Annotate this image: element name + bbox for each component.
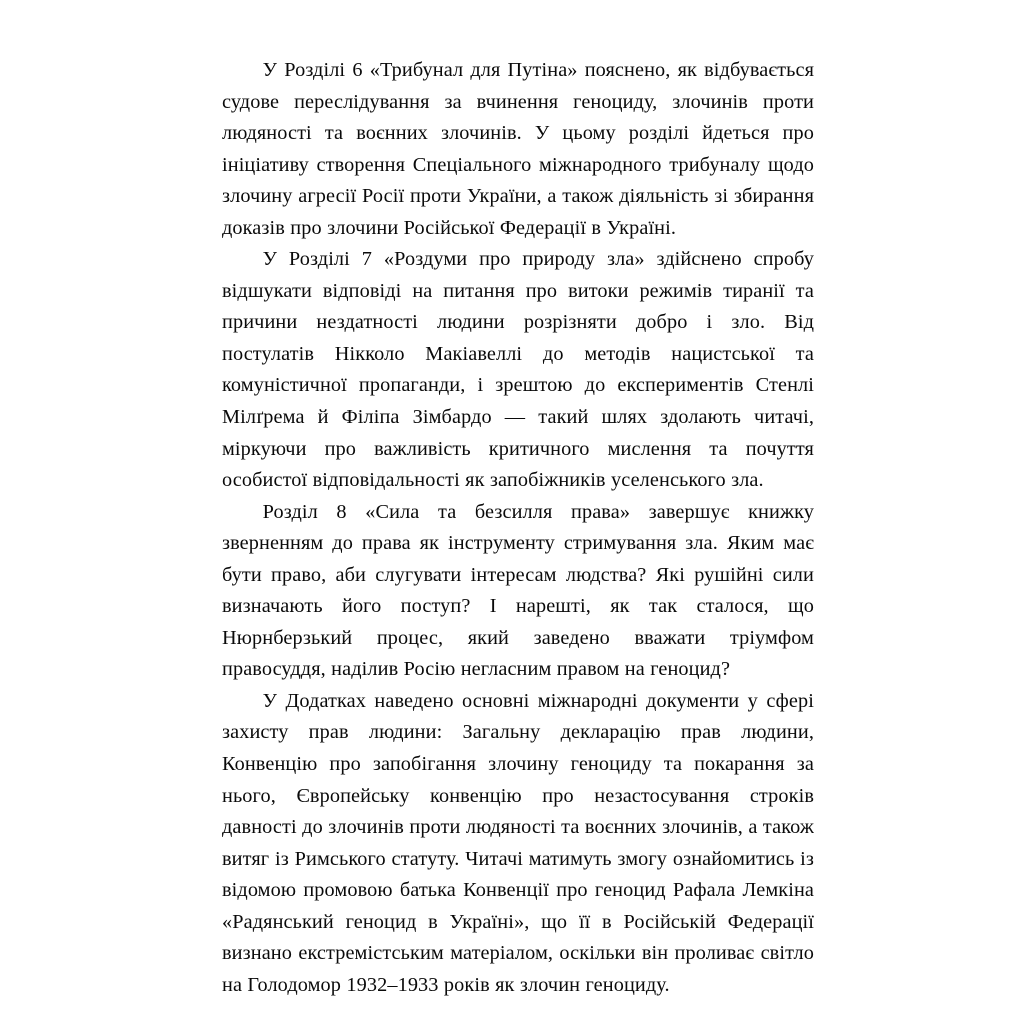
paragraph: У Розділі 7 «Роздуми про природу зла» здійснено спробу відшукати відповіді на питання про витоки режимів тиранії та причини нездатності людини розрізняти добро і зло. Від постулатів Нікколо Макіавеллі до методів нацистської та комуністичної пропаганди, і зрештою до експериментів Стенлі Мілґрема й Філіпа Зімбардо — такий шлях здолають читачі, міркуючи про важливість критичного мислення та почуття особистої відповідальності як запобіжників уселенського зла. xyxy=(222,248,814,492)
paragraph: Розділ 8 «Сила та безсилля права» завершує книжку зверненням до права як інструменту стримування зла. Яким має бути право, аби слугувати інтересам людства? Які рушійні сили визначають його поступ? І нарешті, як так сталося, що Нюрнберзький процес, який заведено вважати тріумфом правосуддя, наділив Росію негласним правом на геноцид? xyxy=(222,500,814,681)
paragraph: У Додатках наведено основні міжнародні документи у сфері захисту прав людини: Загальну декларацію прав людини, Конвенцію про запобігання злочину геноциду та покарання за нього, Європейську конвенцію про незастосування строків давності до злочинів проти людяності та воєнних злочинів, а також витяг із Римського статуту. Читачі матимуть змогу ознайомитись із відомою промовою батька Конвенції про геноцид Рафала Лемкіна «Радянський геноцид в Україні», що її в Російській Федерації визнано екстремістським матеріалом, оскільки він проливає світло на Голодомор 1932–1933 років як злочин геноциду. xyxy=(222,689,814,996)
paragraph: У Розділі 6 «Трибунал для Путіна» пояснено, як відбувається судове переслідування за вчинення геноциду, злочинів проти людяності та воєнних злочинів. У цьому розділі йдеться про ініціативу створення Спеціального міжнародного трибуналу щодо злочину агресії Росії проти України, а також діяльність зі збирання доказів про злочини Російської Федерації в Україні. xyxy=(222,59,814,239)
text-column xyxy=(222,55,814,1001)
